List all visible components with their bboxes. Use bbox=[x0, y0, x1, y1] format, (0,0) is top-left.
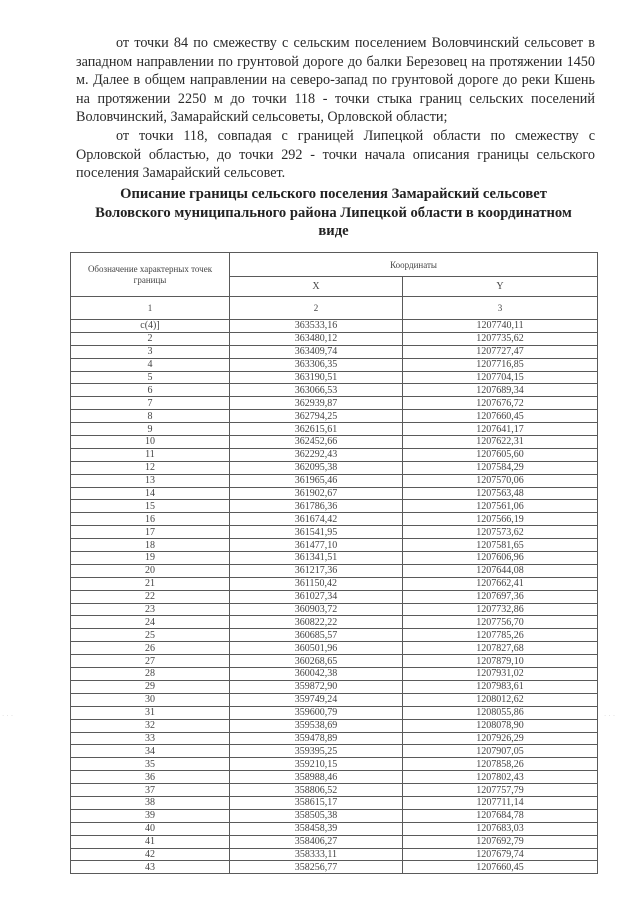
table-row bbox=[71, 448, 598, 461]
cell-point: 8 bbox=[71, 410, 230, 423]
cell-point: 42 bbox=[71, 848, 230, 861]
cell-x: 362292,43 bbox=[230, 448, 403, 461]
cell-x: 358406,27 bbox=[230, 835, 403, 848]
cell-point: 17 bbox=[71, 526, 230, 539]
boundary-description-paragraph-1 bbox=[76, 34, 595, 127]
cell-point: 25 bbox=[71, 629, 230, 642]
cell-point: 27 bbox=[71, 655, 230, 668]
table-row bbox=[71, 732, 598, 745]
cell-point: 33 bbox=[71, 732, 230, 745]
cell-y: 1207931,02 bbox=[403, 668, 598, 681]
cell-y: 1207704,15 bbox=[403, 371, 598, 384]
cell-point: 4 bbox=[71, 358, 230, 371]
title-line-2: Воловского муниципального района Липецкой области в координатном bbox=[95, 204, 572, 221]
cell-point: 24 bbox=[71, 616, 230, 629]
cell-y: 1207735,62 bbox=[403, 332, 598, 345]
cell-y: 1208055,86 bbox=[403, 706, 598, 719]
cell-y: 1207858,26 bbox=[403, 758, 598, 771]
header-x: X bbox=[230, 277, 403, 297]
cell-point: 12 bbox=[71, 461, 230, 474]
cell-y: 1207676,72 bbox=[403, 397, 598, 410]
cell-y: 1207641,17 bbox=[403, 423, 598, 436]
title-line-1: Описание границы сельского поселения Замарайский сельсовет bbox=[120, 186, 547, 202]
table-row bbox=[71, 861, 598, 874]
cell-point: 31 bbox=[71, 706, 230, 719]
cell-y: 1207561,06 bbox=[403, 500, 598, 513]
table-row bbox=[71, 539, 598, 552]
cell-y: 1207605,60 bbox=[403, 448, 598, 461]
cell-x: 363533,16 bbox=[230, 320, 403, 333]
cell-x: 362452,66 bbox=[230, 436, 403, 449]
table-row bbox=[71, 371, 598, 384]
cell-x: 363409,74 bbox=[230, 345, 403, 358]
cell-y: 1207660,45 bbox=[403, 410, 598, 423]
cell-x: 360685,57 bbox=[230, 629, 403, 642]
cell-point: 14 bbox=[71, 487, 230, 500]
cell-y: 1207662,41 bbox=[403, 577, 598, 590]
cell-x: 362794,25 bbox=[230, 410, 403, 423]
table-row bbox=[71, 796, 598, 809]
cell-point: 34 bbox=[71, 745, 230, 758]
cell-point: 29 bbox=[71, 680, 230, 693]
cell-point: 3 bbox=[71, 345, 230, 358]
cell-x: 359600,79 bbox=[230, 706, 403, 719]
table-row bbox=[71, 668, 598, 681]
cell-x: 359478,89 bbox=[230, 732, 403, 745]
cell-x: 361674,42 bbox=[230, 513, 403, 526]
cell-y: 1207732,86 bbox=[403, 603, 598, 616]
table-row bbox=[71, 564, 598, 577]
table-row bbox=[71, 680, 598, 693]
header-y: Y bbox=[403, 277, 598, 297]
cell-point: 41 bbox=[71, 835, 230, 848]
cell-x: 360268,65 bbox=[230, 655, 403, 668]
table-row bbox=[71, 616, 598, 629]
cell-x: 358615,17 bbox=[230, 796, 403, 809]
cell-x: 361902,67 bbox=[230, 487, 403, 500]
cell-y: 1207573,62 bbox=[403, 526, 598, 539]
cell-x: 363190,51 bbox=[230, 371, 403, 384]
cell-point: 23 bbox=[71, 603, 230, 616]
cell-y: 1207756,70 bbox=[403, 616, 598, 629]
cell-y: 1207581,65 bbox=[403, 539, 598, 552]
cell-point: 30 bbox=[71, 693, 230, 706]
cell-x: 361341,51 bbox=[230, 552, 403, 565]
cell-point: 18 bbox=[71, 539, 230, 552]
cell-x: 361965,46 bbox=[230, 474, 403, 487]
cell-x: 358505,38 bbox=[230, 809, 403, 822]
header-point-designation: Обозначение характерных точек границы bbox=[71, 253, 230, 297]
margin-scan-artifact-left: · · · bbox=[2, 712, 14, 720]
cell-y: 1207697,36 bbox=[403, 590, 598, 603]
cell-x: 360822,22 bbox=[230, 616, 403, 629]
cell-point: 9 bbox=[71, 423, 230, 436]
cell-point: 13 bbox=[71, 474, 230, 487]
table-row bbox=[71, 835, 598, 848]
cell-y: 1207563,48 bbox=[403, 487, 598, 500]
cell-y: 1207584,29 bbox=[403, 461, 598, 474]
table-row bbox=[71, 758, 598, 771]
cell-y: 1207692,79 bbox=[403, 835, 598, 848]
cell-y: 1207566,19 bbox=[403, 513, 598, 526]
cell-x: 358333,11 bbox=[230, 848, 403, 861]
cell-x: 358458,39 bbox=[230, 822, 403, 835]
cell-x: 362615,61 bbox=[230, 423, 403, 436]
cell-point: 7 bbox=[71, 397, 230, 410]
cell-point: 22 bbox=[71, 590, 230, 603]
table-row bbox=[71, 397, 598, 410]
table-row bbox=[71, 848, 598, 861]
cell-point: 21 bbox=[71, 577, 230, 590]
cell-y: 1207926,29 bbox=[403, 732, 598, 745]
table-row bbox=[71, 771, 598, 784]
header-coordinates: Координаты bbox=[230, 253, 598, 277]
cell-x: 361027,34 bbox=[230, 590, 403, 603]
cell-y: 1207740,11 bbox=[403, 320, 598, 333]
cell-y: 1207727,47 bbox=[403, 345, 598, 358]
section-title bbox=[70, 185, 597, 241]
cell-y: 1207716,85 bbox=[403, 358, 598, 371]
table-row bbox=[71, 784, 598, 797]
cell-y: 1207802,43 bbox=[403, 771, 598, 784]
table-row bbox=[71, 436, 598, 449]
table-row bbox=[71, 642, 598, 655]
cell-x: 363066,53 bbox=[230, 384, 403, 397]
cell-x: 358806,52 bbox=[230, 784, 403, 797]
table-row bbox=[71, 320, 598, 333]
table-row bbox=[71, 629, 598, 642]
header-col-number-2: 2 bbox=[230, 297, 403, 320]
cell-x: 358256,77 bbox=[230, 861, 403, 874]
table-row bbox=[71, 384, 598, 397]
table-row bbox=[71, 822, 598, 835]
table-row bbox=[71, 693, 598, 706]
cell-x: 358988,46 bbox=[230, 771, 403, 784]
coordinates-table bbox=[70, 252, 598, 874]
cell-point: 39 bbox=[71, 809, 230, 822]
header-col-number-1: 1 bbox=[71, 297, 230, 320]
cell-x: 361217,36 bbox=[230, 564, 403, 577]
cell-y: 1207644,08 bbox=[403, 564, 598, 577]
cell-x: 361150,42 bbox=[230, 577, 403, 590]
cell-y: 1207827,68 bbox=[403, 642, 598, 655]
cell-y: 1207679,74 bbox=[403, 848, 598, 861]
cell-y: 1207684,78 bbox=[403, 809, 598, 822]
paragraph-text: от точки 84 по смежеству с сельским поселением Воловчинский сельсовет в западном направлении по грунтовой дороге до балки Березовец на протяжении 1450 м. Далее в общем направлении на северо-запад по грунтовой дороге до реки Кшень на протяжении 2250 м до точки 118 - точки стыка границ сельских поселений Воловчинский, Замарайский сельсоветы, Орловской области; bbox=[76, 35, 595, 126]
coordinates-table-body bbox=[71, 320, 598, 874]
cell-x: 363480,12 bbox=[230, 332, 403, 345]
cell-point: 28 bbox=[71, 668, 230, 681]
cell-point: 43 bbox=[71, 861, 230, 874]
cell-point: 35 bbox=[71, 758, 230, 771]
table-row bbox=[71, 719, 598, 732]
table-row bbox=[71, 577, 598, 590]
cell-x: 362095,38 bbox=[230, 461, 403, 474]
header-col-number-3: 3 bbox=[403, 297, 598, 320]
table-row bbox=[71, 745, 598, 758]
cell-x: 361786,36 bbox=[230, 500, 403, 513]
cell-x: 360042,38 bbox=[230, 668, 403, 681]
table-row bbox=[71, 461, 598, 474]
cell-x: 361541,95 bbox=[230, 526, 403, 539]
cell-point: 10 bbox=[71, 436, 230, 449]
cell-point: 38 bbox=[71, 796, 230, 809]
cell-point: 26 bbox=[71, 642, 230, 655]
table-row bbox=[71, 487, 598, 500]
cell-y: 1207983,61 bbox=[403, 680, 598, 693]
table-row bbox=[71, 590, 598, 603]
cell-y: 1207570,06 bbox=[403, 474, 598, 487]
cell-y: 1207622,31 bbox=[403, 436, 598, 449]
cell-x: 360501,96 bbox=[230, 642, 403, 655]
cell-y: 1207879,10 bbox=[403, 655, 598, 668]
table-row bbox=[71, 423, 598, 436]
cell-x: 359872,90 bbox=[230, 680, 403, 693]
boundary-description-paragraph-2 bbox=[76, 127, 595, 183]
margin-scan-artifact-right: · · · bbox=[604, 712, 616, 720]
cell-y: 1207689,34 bbox=[403, 384, 598, 397]
table-row bbox=[71, 410, 598, 423]
table-row bbox=[71, 474, 598, 487]
cell-point: 16 bbox=[71, 513, 230, 526]
cell-y: 1207711,14 bbox=[403, 796, 598, 809]
cell-point: 32 bbox=[71, 719, 230, 732]
cell-y: 1207683,03 bbox=[403, 822, 598, 835]
cell-point: 19 bbox=[71, 552, 230, 565]
cell-y: 1207907,05 bbox=[403, 745, 598, 758]
cell-point: 36 bbox=[71, 771, 230, 784]
cell-point: c(4)] bbox=[71, 320, 230, 333]
table-row bbox=[71, 809, 598, 822]
cell-x: 362939,87 bbox=[230, 397, 403, 410]
table-row bbox=[71, 655, 598, 668]
cell-point: 15 bbox=[71, 500, 230, 513]
table-row bbox=[71, 500, 598, 513]
cell-point: 11 bbox=[71, 448, 230, 461]
cell-x: 359210,15 bbox=[230, 758, 403, 771]
cell-y: 1207606,96 bbox=[403, 552, 598, 565]
paragraph-text: от точки 118, совпадая с границей Липецкой области по смежеству с Орловской областью, до точки 292 - точки начала описания границы сельского поселения Замарайский сельсовет. bbox=[76, 128, 595, 182]
cell-y: 1207757,79 bbox=[403, 784, 598, 797]
table-row bbox=[71, 706, 598, 719]
cell-x: 359538,69 bbox=[230, 719, 403, 732]
cell-point: 20 bbox=[71, 564, 230, 577]
cell-y: 1207660,45 bbox=[403, 861, 598, 874]
table-row bbox=[71, 513, 598, 526]
cell-point: 40 bbox=[71, 822, 230, 835]
table-row bbox=[71, 358, 598, 371]
cell-point: 5 bbox=[71, 371, 230, 384]
cell-x: 359749,24 bbox=[230, 693, 403, 706]
cell-x: 360903,72 bbox=[230, 603, 403, 616]
cell-point: 6 bbox=[71, 384, 230, 397]
table-row bbox=[71, 603, 598, 616]
cell-x: 361477,10 bbox=[230, 539, 403, 552]
cell-y: 1208012,62 bbox=[403, 693, 598, 706]
cell-point: 37 bbox=[71, 784, 230, 797]
table-row bbox=[71, 552, 598, 565]
cell-x: 359395,25 bbox=[230, 745, 403, 758]
cell-point: 2 bbox=[71, 332, 230, 345]
table-row bbox=[71, 332, 598, 345]
table-row bbox=[71, 526, 598, 539]
cell-y: 1208078,90 bbox=[403, 719, 598, 732]
title-line-3: виде bbox=[318, 223, 349, 239]
cell-x: 363306,35 bbox=[230, 358, 403, 371]
cell-y: 1207785,26 bbox=[403, 629, 598, 642]
table-row bbox=[71, 345, 598, 358]
